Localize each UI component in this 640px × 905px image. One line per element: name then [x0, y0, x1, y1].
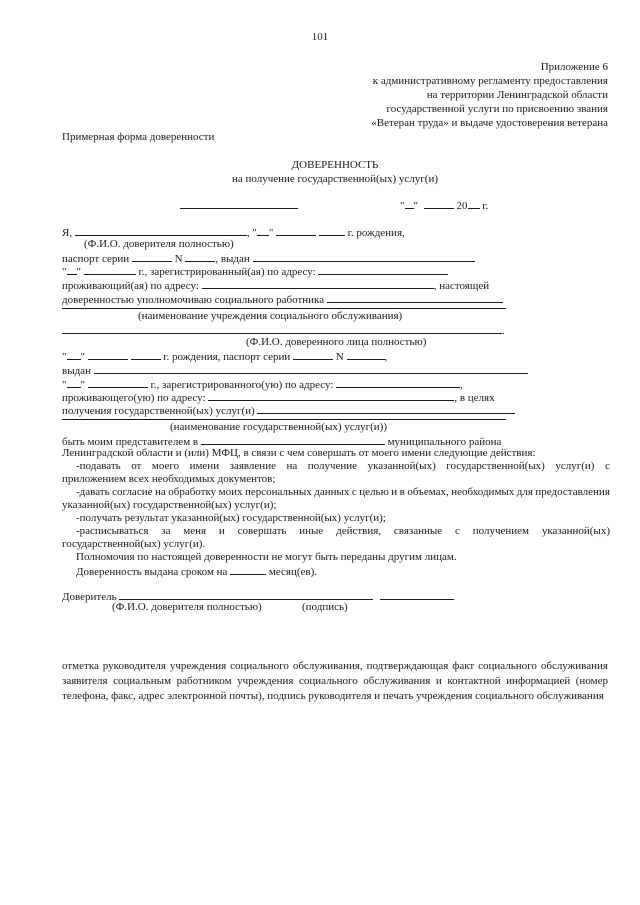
word: на [286, 460, 298, 472]
residence-address-label: проживающего(ую) по адресу: [62, 392, 206, 404]
word: подтверждающая [366, 660, 449, 672]
attorney-name-hint: (Ф.И.О. доверенного лица полностью) [246, 336, 427, 348]
quote-mark: " [62, 266, 67, 278]
word: социального [478, 660, 537, 672]
quote-mark: " [76, 266, 81, 278]
principal-name-hint: (Ф.И.О. доверителя полностью) [84, 238, 234, 250]
word: данных [314, 486, 350, 498]
place-field[interactable] [180, 198, 298, 209]
principal-passport-series-field[interactable] [132, 251, 172, 262]
action-consent-cont: указанной(ых) государственной(ых) услуг(и); [62, 499, 277, 511]
attorney-birth-year-field[interactable] [131, 349, 161, 360]
word: руководителя [102, 660, 166, 672]
action-submit-cont: приложением всех необходимых документов; [62, 473, 276, 485]
word: от [131, 460, 142, 472]
word: учреждения [237, 675, 294, 687]
sample-form-label: Примерная форма доверенности [62, 131, 215, 143]
word: -расписываться [76, 525, 149, 537]
word: отметка [62, 660, 99, 672]
date-quote-open: " [400, 200, 405, 212]
registered-address-label: г., зарегистрированный(ая) по адресу: [138, 266, 316, 278]
word: иные [299, 525, 324, 537]
quote-mark: " [62, 351, 67, 363]
principal-birth-day-field[interactable] [257, 225, 269, 236]
quote-mark: " [268, 227, 274, 239]
principal-residence-row [62, 278, 489, 293]
word: работником [176, 675, 232, 687]
document-title: ДОВЕРЕННОСТЬ [291, 159, 379, 171]
appendix-line: Приложение 6 [540, 61, 608, 73]
word: согласие [112, 486, 153, 498]
document-subtitle: на получение государственной(ых) услуг(и) [231, 173, 439, 185]
principal-full-name-field[interactable] [119, 589, 373, 600]
word: имени [189, 460, 220, 472]
word: с [604, 460, 610, 472]
word: услуг(и) [555, 460, 595, 472]
institution-field-2[interactable] [62, 323, 502, 334]
principal-issue-month-field[interactable] [84, 264, 136, 275]
hereby-label: , настоящей [433, 280, 490, 292]
date-year-prefix: 20 [456, 200, 468, 212]
word: факт [452, 660, 475, 672]
word: в [399, 486, 405, 498]
attorney-issue-month-field[interactable] [88, 377, 148, 388]
word: обслуживания [540, 660, 608, 672]
principal-residence-address-field[interactable] [202, 278, 434, 289]
principal-issue-day-field[interactable] [67, 264, 77, 275]
word: моих [218, 486, 243, 498]
birth-passport-label: г. рождения, паспорт серии [163, 351, 291, 363]
date-month-field[interactable] [424, 198, 454, 209]
word: информацией [506, 675, 571, 687]
word: и [218, 525, 225, 537]
district-label: муниципального района [387, 436, 502, 448]
word: указанной(ых) [541, 525, 610, 537]
attorney-birth-day-field[interactable] [67, 349, 81, 360]
attorney-birth-row [62, 349, 387, 364]
principal-issued-by-field[interactable] [253, 251, 475, 262]
months-label: месяц(ев). [268, 566, 318, 578]
quote-mark: , " [246, 227, 257, 239]
date-quote-close: " [413, 200, 418, 212]
quote-mark: " [80, 351, 85, 363]
word: получение [307, 460, 358, 472]
district-field[interactable] [201, 434, 385, 445]
place-date-row [180, 198, 298, 213]
action-submit [76, 460, 610, 473]
word: государственной(ых) [446, 460, 545, 472]
service-purpose-row [62, 403, 515, 418]
authorize-label: доверенностью уполномочиваю социального работника [62, 294, 325, 306]
word: получением [472, 525, 529, 537]
word: указанной(ых) [367, 460, 436, 472]
signature-sign-hint: (подпись) [302, 601, 348, 613]
issued-by-label: , выдан [215, 253, 250, 265]
attorney-issued-by-field[interactable] [94, 363, 528, 374]
principal-registered-address-field[interactable] [318, 264, 448, 275]
quote-mark: " [62, 379, 67, 391]
word: за [161, 525, 171, 537]
page-number: 101 [311, 31, 329, 43]
comma: , [384, 351, 388, 363]
attorney-residence-address-field[interactable] [208, 390, 454, 401]
note-line-3: телефона, факс, адрес электронной почты), подпись руководителя и печать учреждения социального обслуживания [62, 690, 604, 702]
service-name-field[interactable] [257, 403, 515, 414]
word: обработку [168, 486, 217, 498]
word: связанные [393, 525, 443, 537]
representative-label: быть моим представителем в [62, 436, 199, 448]
comma: , [460, 379, 463, 391]
institution-hint: (наименование учреждения социального обслуживания) [138, 310, 403, 322]
action-sign [76, 525, 610, 538]
issued-by-label: выдан [62, 365, 91, 377]
institution-line[interactable] [62, 308, 506, 309]
action-sign-cont: государственной(ых) услуг(и). [62, 538, 206, 550]
actions-intro: Ленинградской области и (или) МФЦ, в связи с чем совершать от моего имени следующие действия: [62, 447, 536, 459]
action-receive: -получать результат указанной(ых) государственной(ых) услуг(и); [76, 512, 386, 524]
attorney-registered-address-field[interactable] [336, 377, 460, 388]
residence-address-label: проживающий(ая) по адресу: [62, 280, 199, 292]
authorization-row [62, 292, 503, 307]
word: -давать [76, 486, 110, 498]
word: учреждения [169, 660, 227, 672]
word: заявление [229, 460, 276, 472]
note-line-2 [62, 675, 608, 688]
registered-address-label: г., зарегистрированного(ую) по адресу: [150, 379, 334, 391]
word: (номер [575, 675, 608, 687]
attorney-issued-row [62, 363, 528, 378]
word: социального [298, 675, 358, 687]
service-line[interactable] [62, 419, 506, 420]
word: меня [183, 525, 207, 537]
signature-name-hint: (Ф.И.О. доверителя полностью) [112, 601, 262, 613]
word: с [351, 486, 357, 498]
attorney-passport-number-field[interactable] [347, 349, 385, 360]
word: обслуживания, [292, 660, 363, 672]
principal-signature-field[interactable] [380, 589, 454, 600]
pronoun-label: Я, [62, 227, 73, 239]
principal-birth-year-field[interactable] [319, 225, 345, 236]
word: моего [151, 460, 180, 472]
word: с [455, 525, 460, 537]
word: совершать [237, 525, 287, 537]
attorney-issue-day-field[interactable] [67, 377, 81, 388]
validity-months-field[interactable] [230, 564, 266, 575]
date-year-field[interactable] [468, 198, 480, 209]
appendix-line: к административному регламенту предоставления [372, 75, 608, 87]
birth-label: г. рождения, [347, 227, 405, 239]
date-day-field[interactable] [405, 198, 414, 209]
word: контактной [447, 675, 501, 687]
word: предоставления [535, 486, 610, 498]
word: обслуживания [363, 675, 431, 687]
word: социального [230, 660, 289, 672]
validity-label: Доверенность выдана сроком на [76, 566, 228, 578]
appendix-line: на территории Ленинградской области [426, 89, 608, 101]
word: на [154, 486, 166, 498]
word: -подавать [76, 460, 121, 472]
principal-signature-label: Доверитель [62, 591, 117, 603]
word: для [516, 486, 533, 498]
period: . [502, 325, 505, 337]
service-hint: (наименование государственной(ых) услуг(и)) [170, 421, 388, 433]
word: и [435, 675, 442, 687]
word: необходимых [451, 486, 515, 498]
word: социальным [113, 675, 172, 687]
word: заявителя [62, 675, 108, 687]
word: персональных [244, 486, 312, 498]
date-year-suffix: г. [482, 200, 489, 212]
quote-mark: " [80, 379, 85, 391]
attorney-passport-series-field[interactable] [293, 349, 333, 360]
note-line-1 [62, 660, 608, 673]
word: целью [359, 486, 389, 498]
passport-series-label: паспорт серии [62, 253, 130, 265]
action-consent [76, 486, 610, 499]
word: и [391, 486, 398, 498]
principal-passport-number-field[interactable] [185, 251, 215, 262]
validity-row [76, 564, 317, 579]
purpose-label: , в целях [454, 392, 495, 404]
passport-number-label: N [335, 351, 344, 363]
principal-registration-row [62, 264, 448, 279]
social-worker-field[interactable] [327, 292, 503, 303]
word: действия, [336, 525, 382, 537]
no-transfer-clause: Полномочия по настоящей доверенности не могут быть переданы другим лицам. [76, 551, 457, 563]
word: объемах, [407, 486, 449, 498]
principal-name-field[interactable] [75, 225, 247, 236]
appendix-line: «Ветеран труда» и выдаче удостоверения ветерана [371, 117, 608, 129]
date-row [400, 198, 488, 213]
attorney-birth-month-field[interactable] [88, 349, 128, 360]
obtain-service-label: получения государственной(ых) услуг(и) [62, 405, 255, 417]
passport-number-label: N [174, 253, 183, 265]
principal-birth-month-field[interactable] [276, 225, 316, 236]
appendix-line: государственной услуги по присвоению звания [386, 103, 608, 115]
